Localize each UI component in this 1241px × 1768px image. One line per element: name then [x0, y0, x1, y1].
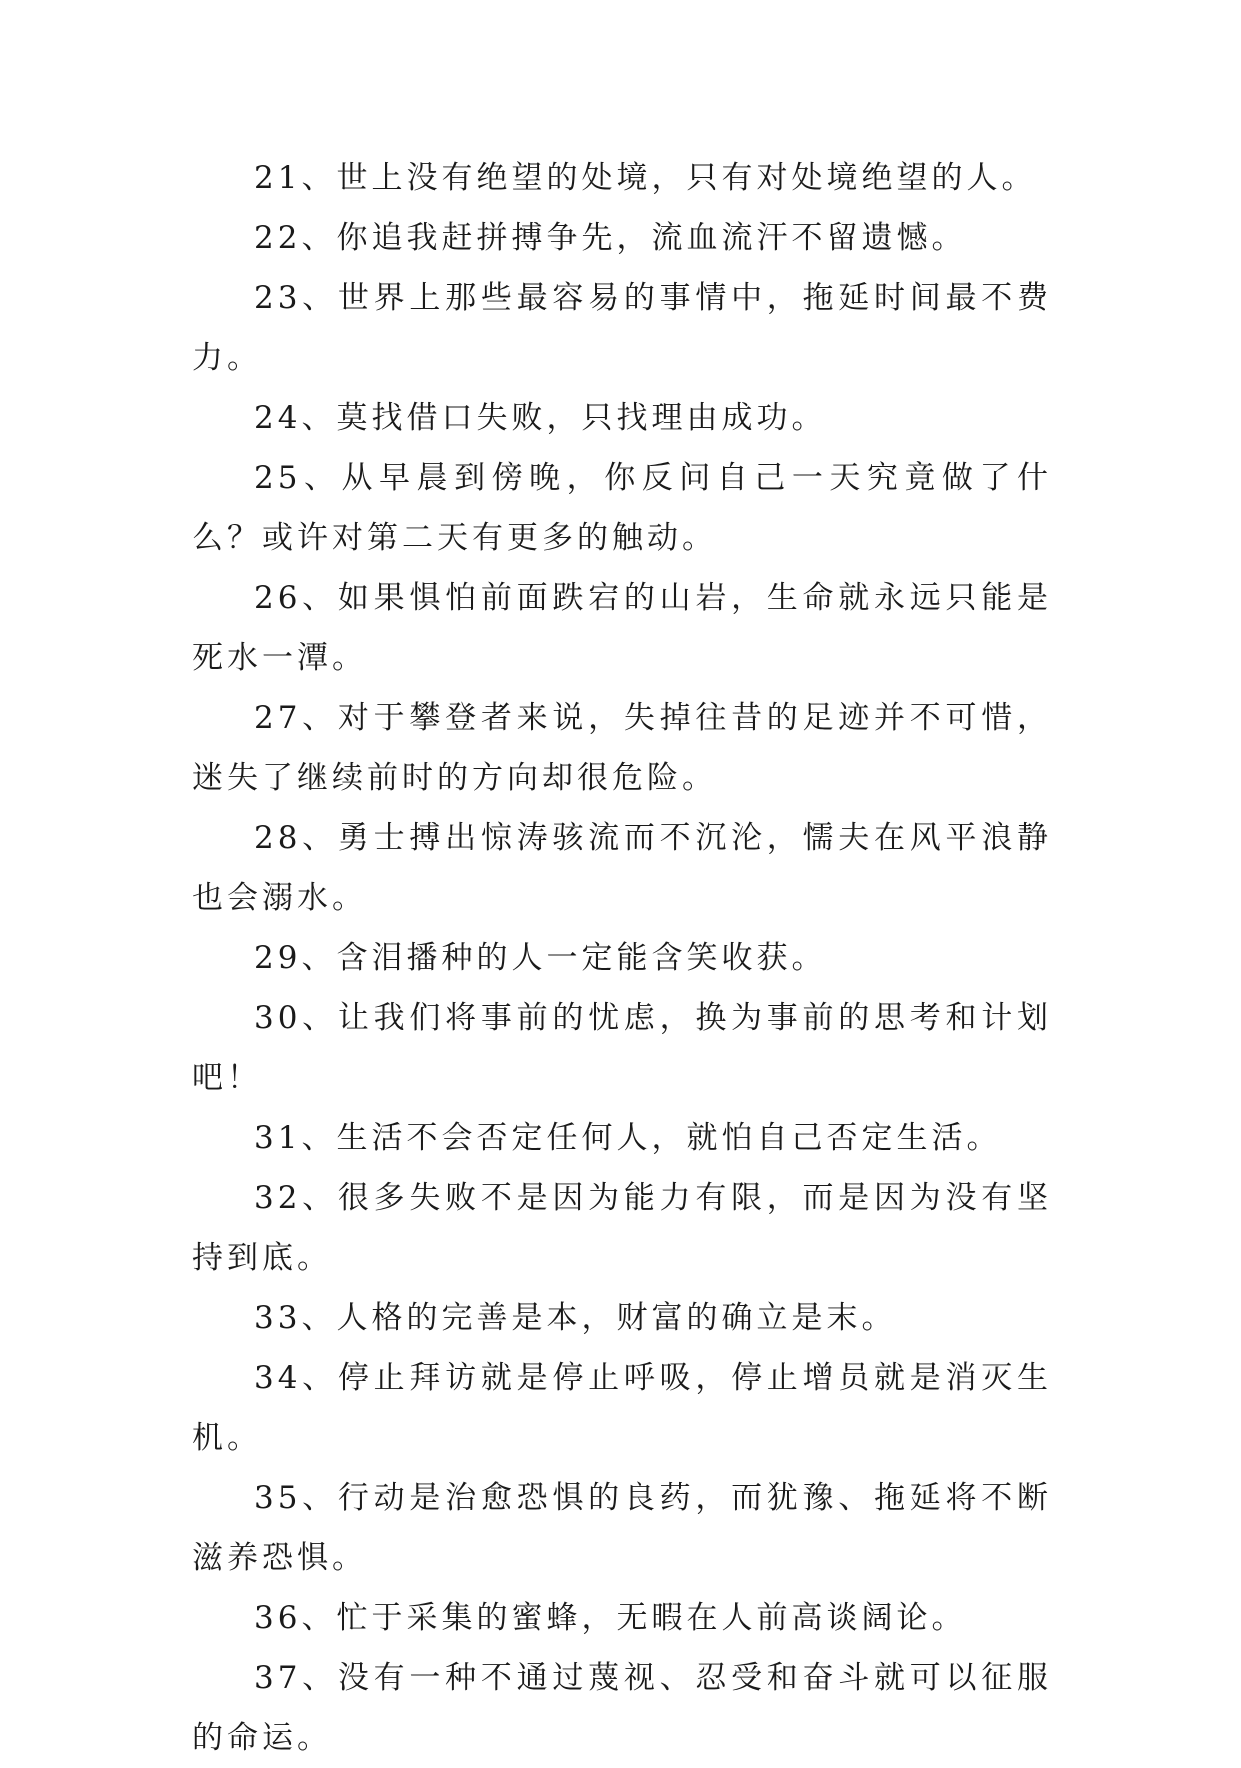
quote-paragraph: 31、生活不会否定任何人，就怕自己否定生活。	[254, 1120, 1002, 1156]
quote-paragraph: 22、你追我赶拼搏争先，流血流汗不留遗憾。	[254, 220, 967, 256]
quote-paragraph: 30、让我们将事前的忧虑，换为事前的思考和计划吧！	[192, 1000, 1052, 1096]
quote-paragraph: 37、没有一种不通过蔑视、忍受和奋斗就可以征服的命运。	[192, 1660, 1052, 1756]
quote-paragraph: 36、忙于采集的蜜蜂，无暇在人前高谈阔论。	[254, 1600, 967, 1636]
document-body	[192, 148, 1052, 1768]
quote-paragraph: 34、停止拜访就是停止呼吸，停止增员就是消灭生机。	[192, 1360, 1052, 1456]
quote-paragraph: 35、行动是治愈恐惧的良药，而犹豫、拖延将不断滋养恐惧。	[192, 1480, 1052, 1576]
quote-paragraph: 26、如果惧怕前面跌宕的山岩，生命就永远只能是死水一潭。	[192, 580, 1052, 676]
quote-paragraph: 28、勇士搏出惊涛骇流而不沉沦，懦夫在风平浪静也会溺水。	[192, 820, 1052, 916]
quote-paragraph: 25、从早晨到傍晚，你反问自己一天究竟做了什么？或许对第二天有更多的触动。	[192, 460, 1052, 556]
quote-paragraph: 29、含泪播种的人一定能含笑收获。	[254, 940, 827, 976]
quote-paragraph: 32、很多失败不是因为能力有限，而是因为没有坚持到底。	[192, 1180, 1052, 1276]
quote-paragraph: 23、世界上那些最容易的事情中，拖延时间最不费力。	[192, 280, 1052, 376]
quote-paragraph: 21、世上没有绝望的处境，只有对处境绝望的人。	[254, 160, 1037, 196]
quote-paragraph: 24、莫找借口失败，只找理由成功。	[254, 400, 827, 436]
quote-paragraph: 33、人格的完善是本，财富的确立是末。	[254, 1300, 897, 1336]
quote-paragraph: 27、对于攀登者来说，失掉往昔的足迹并不可惜，迷失了继续前时的方向却很危险。	[192, 700, 1052, 796]
